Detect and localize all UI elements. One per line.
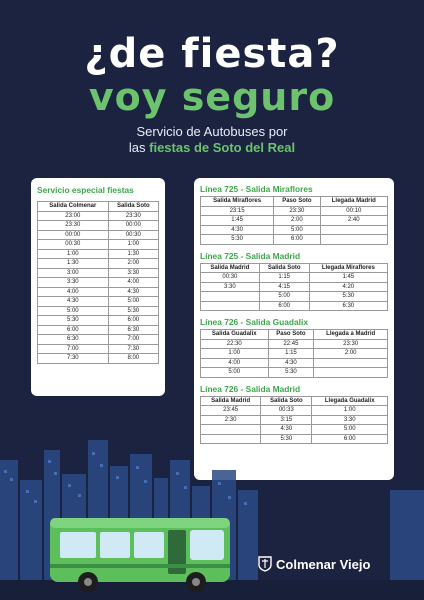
table-cell: 6:30	[309, 301, 387, 311]
table-cell: 23:15	[201, 206, 274, 216]
table-row	[38, 316, 159, 326]
table-cell: 5:00	[38, 306, 109, 316]
table-cell	[201, 301, 260, 311]
table-cell: 00:00	[108, 221, 158, 231]
column-header: Salida Madrid	[201, 263, 260, 273]
table-header-row	[201, 263, 388, 273]
table-cell: 1:00	[201, 349, 269, 359]
table-cell: 23:30	[108, 211, 158, 221]
column-header: Paso Soto	[274, 197, 320, 207]
table-cell: 22:45	[268, 339, 314, 349]
table-cell: 1:45	[201, 216, 274, 226]
table-cell: 5:30	[309, 292, 387, 302]
table-cell: 4:00	[201, 358, 269, 368]
bus-icon	[50, 518, 230, 592]
column-header: Salida Soto	[108, 202, 158, 212]
poster-title-line2: voy seguro	[88, 75, 336, 119]
table-cell: 1:30	[38, 259, 109, 269]
table-row	[201, 216, 388, 226]
table-cell: 7:30	[38, 354, 109, 364]
table-cell: 2:00	[314, 349, 388, 359]
table-cell	[320, 235, 387, 245]
table-row	[38, 221, 159, 231]
table-cell: 7:00	[38, 344, 109, 354]
table-row	[38, 259, 159, 269]
line-section-title: Línea 726 - Salida Guadalix	[200, 317, 308, 327]
table-row	[38, 354, 159, 364]
table-cell: 2:40	[320, 216, 387, 226]
table-cell: 4:20	[309, 282, 387, 292]
table-cell: 00:10	[320, 206, 387, 216]
table-row	[201, 415, 388, 425]
column-header: Salida Madrid	[201, 396, 261, 406]
table-cell: 6:30	[108, 325, 158, 335]
logo-text: Colmenar Viejo	[276, 556, 371, 572]
column-header: Llegada Miraflores	[309, 263, 387, 273]
table-header-row	[201, 330, 388, 340]
line-section-title: Línea 726 - Salida Madrid	[200, 383, 301, 394]
column-header: Salida Colmenar	[38, 202, 109, 212]
table-row	[38, 344, 159, 354]
table-cell	[314, 368, 388, 378]
table-cell: 23:45	[201, 406, 261, 416]
table-cell: 3:30	[108, 268, 158, 278]
table-row	[38, 335, 159, 345]
poster-subtitle-line1: Servicio de Autobuses por	[136, 124, 288, 139]
line-section-title: Línea 725 - Salida Miraflores	[200, 184, 313, 194]
line-schedule-table	[200, 329, 388, 378]
table-cell: 1:15	[268, 349, 314, 359]
colmenar-viejo-logo	[258, 556, 370, 572]
table-header-row	[201, 396, 388, 406]
special-service-title: Servicio especial fiestas	[37, 185, 134, 195]
table-row	[38, 278, 159, 288]
column-header: Salida Miraflores	[201, 197, 274, 207]
table-cell: 1:15	[259, 273, 309, 283]
table-row	[38, 268, 159, 278]
table-cell: 6:00	[274, 235, 320, 245]
table-cell: 5:00	[108, 297, 158, 307]
table-cell: 00:30	[108, 230, 158, 240]
table-row	[38, 297, 159, 307]
table-cell: 4:00	[38, 287, 109, 297]
table-cell: 6:00	[38, 325, 109, 335]
table-cell: 23:30	[274, 206, 320, 216]
column-header: Paso Soto	[268, 330, 314, 340]
column-header: Salida Soto	[259, 263, 309, 273]
table-cell: 7:00	[108, 335, 158, 345]
table-row	[201, 235, 388, 245]
table-row	[38, 325, 159, 335]
table-row	[38, 287, 159, 297]
column-header: Salida Soto	[261, 396, 312, 406]
table-cell: 4:30	[108, 287, 158, 297]
table-cell: 3:15	[261, 415, 312, 425]
city-skyline-with-bus	[0, 430, 424, 600]
table-cell: 00:30	[201, 273, 260, 283]
table-cell: 6:00	[108, 316, 158, 326]
table-cell: 5:00	[274, 225, 320, 235]
special-service-table	[37, 201, 159, 364]
table-cell: 4:00	[108, 278, 158, 288]
table-row	[201, 282, 388, 292]
table-cell: 23:30	[314, 339, 388, 349]
column-header: Llegada Guadalix	[312, 396, 388, 406]
table-cell: 4:30	[261, 425, 312, 435]
table-cell: 3:30	[38, 278, 109, 288]
table-cell: 2:00	[108, 259, 158, 269]
line-schedule-table	[200, 263, 388, 312]
table-cell: 1:00	[312, 406, 388, 416]
table-row	[38, 230, 159, 240]
table-cell: 3:30	[312, 415, 388, 425]
table-cell: 5:00	[259, 292, 309, 302]
road	[0, 580, 424, 600]
table-cell: 6:00	[312, 434, 388, 444]
table-cell: 23:30	[38, 221, 109, 231]
table-row	[38, 240, 159, 250]
table-row	[201, 292, 388, 302]
table-row	[201, 301, 388, 311]
table-cell: 23:00	[38, 211, 109, 221]
table-cell: 22:30	[201, 339, 269, 349]
table-cell: 00:33	[261, 406, 312, 416]
table-cell: 1:30	[108, 249, 158, 259]
table-row	[38, 306, 159, 316]
special-service-card	[31, 178, 165, 396]
column-header: Salida Guadalix	[201, 330, 269, 340]
line-schedule-table	[200, 196, 388, 245]
table-cell	[320, 225, 387, 235]
table-cell: 8:00	[108, 354, 158, 364]
table-header-row	[38, 202, 159, 212]
town-crest-icon	[258, 556, 272, 572]
table-row	[38, 211, 159, 221]
table-row	[201, 206, 388, 216]
table-row	[201, 406, 388, 416]
table-cell: 4:30	[38, 297, 109, 307]
table-cell: 1:45	[309, 273, 387, 283]
table-row	[201, 349, 388, 359]
table-cell: 5:00	[201, 368, 269, 378]
subtitle-highlight: fiestas de Soto del Real	[149, 140, 296, 155]
table-cell: 5:00	[312, 425, 388, 435]
table-cell: 5:30	[268, 368, 314, 378]
table-cell: 00:30	[38, 240, 109, 250]
table-cell: 7:30	[108, 344, 158, 354]
poster-title-line1: ¿de fiesta?	[84, 31, 340, 77]
table-cell: 3:30	[201, 282, 260, 292]
table-cell	[201, 292, 260, 302]
table-cell: 5:30	[261, 434, 312, 444]
column-header: Llegada Madrid	[320, 197, 387, 207]
table-cell: 5:30	[38, 316, 109, 326]
table-cell: 3:00	[38, 268, 109, 278]
table-cell	[314, 358, 388, 368]
column-header: Llegada a Madrid	[314, 330, 388, 340]
table-cell: 1:00	[38, 249, 109, 259]
table-cell: 4:30	[201, 225, 274, 235]
table-cell: 5:30	[201, 235, 274, 245]
line-section-title: Línea 725 - Salida Madrid	[200, 250, 301, 261]
table-cell: 4:15	[259, 282, 309, 292]
table-cell: 2:00	[274, 216, 320, 226]
table-cell: 1:00	[108, 240, 158, 250]
table-cell: 5:30	[108, 306, 158, 316]
poster-subtitle-line2	[0, 140, 424, 155]
table-cell: 6:30	[38, 335, 109, 345]
table-cell: 00:00	[38, 230, 109, 240]
subtitle-prefix: las	[128, 140, 150, 155]
table-cell: 4:30	[268, 358, 314, 368]
table-header-row	[201, 197, 388, 207]
table-row	[201, 368, 388, 378]
table-cell: 2:30	[201, 415, 261, 425]
table-row	[201, 358, 388, 368]
table-cell: 6:00	[259, 301, 309, 311]
table-row	[201, 273, 388, 283]
table-row	[38, 249, 159, 259]
table-row	[201, 225, 388, 235]
table-row	[201, 339, 388, 349]
